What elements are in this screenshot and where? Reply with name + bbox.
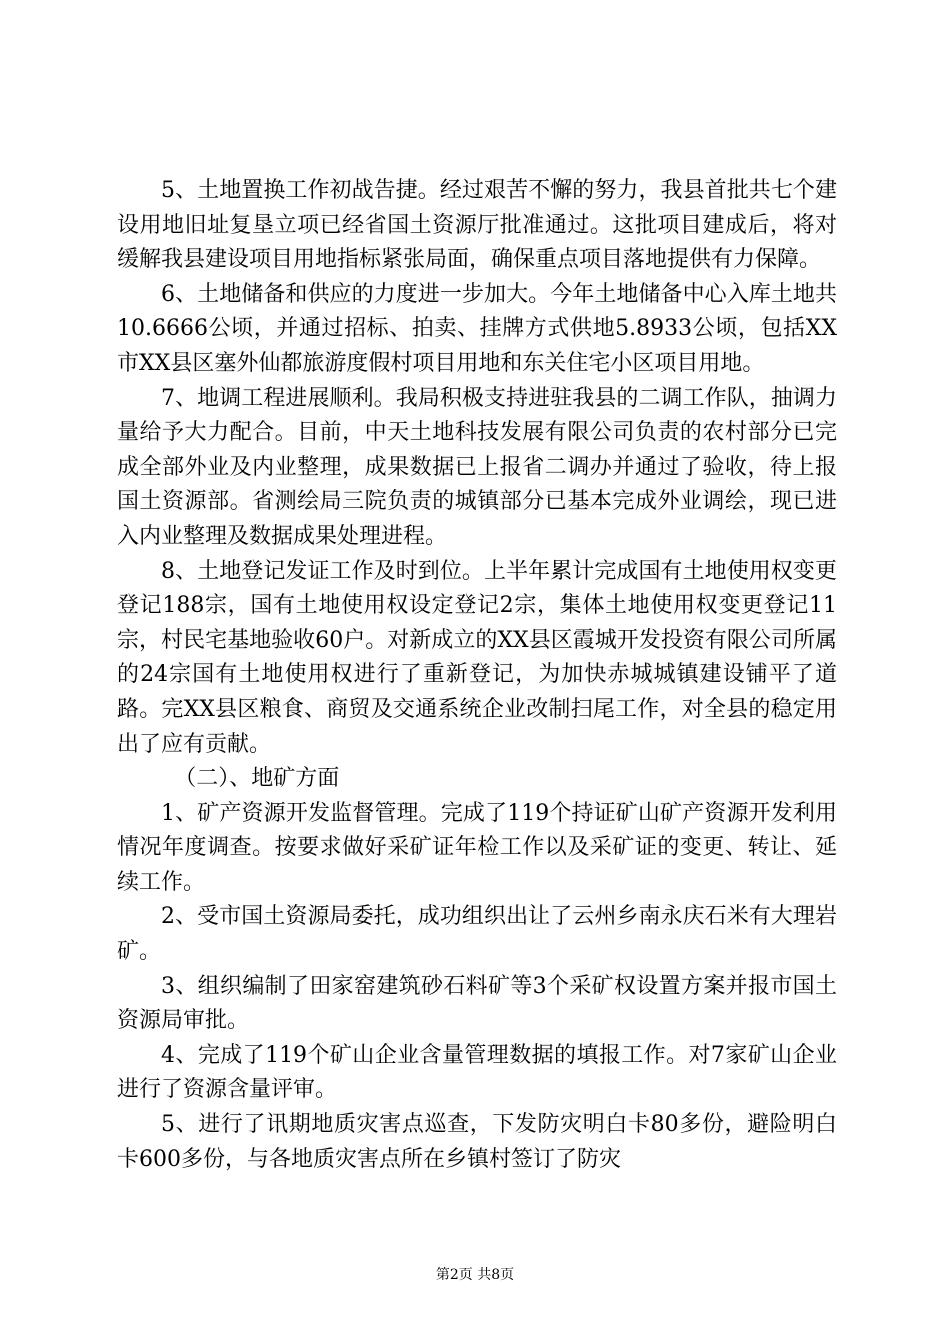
paragraph-land-replacement: 5、土地置换工作初战告捷。经过艰苦不懈的努力，我县首批共七个建设用地旧址复垦立项已经省国土资源厅批准通过。这批项目建成后，将对缓解我县建设项目用地指标紧张局面，确保重点项目落地提供有力保障。	[117, 178, 837, 273]
section-heading-mining: （二）、地矿方面	[174, 766, 340, 792]
document-body	[117, 174, 837, 1177]
paragraph-land-registration: 8、土地登记发证工作及时到位。上半年累计完成国有土地使用权变更登记188宗，国有土地使用权设定登记2宗，集体土地使用权变更登记11宗，村民宅基地验收60户。对新成立的XX县区霞城开发投资有限公司所属的24宗国有土地使用权进行了重新登记，为加快赤城城镇建设铺平了道路。完XX县区粮食、商贸及交通系统企业改制扫尾工作，对全县的稳定用出了应有贡献。	[117, 558, 837, 757]
paragraph-mineral-supervision: 1、矿产资源开发监督管理。完成了119个持证矿山矿产资源开发利用情况年度调查。按要求做好采矿证年检工作以及采矿证的变更、转让、延续工作。	[117, 800, 837, 895]
paragraph-mine-data: 4、完成了119个矿山企业含量管理数据的填报工作。对7家矿山企业进行了资源含量评审。	[117, 1042, 837, 1103]
paragraph-marble-mine: 2、受市国土资源局委托，成功组织出让了云州乡南永庆石米有大理岩矿。	[117, 904, 837, 965]
paragraph-geohazard-patrol: 5、进行了讯期地质灾害点巡查，下发防灾明白卡80多份，避险明白卡600多份，与各地质灾害点所在乡镇村签订了防灾	[117, 1112, 837, 1172]
paragraph-land-reserve: 6、土地储备和供应的力度进一步加大。今年土地储备中心入库土地共10.6666公顷，并通过招标、拍卖、挂牌方式供地5.8933公顷，包括XX市XX县区塞外仙都旅游度假村项目用地和东关住宅小区项目用地。	[117, 281, 837, 376]
paragraph-land-survey: 7、地调工程进展顺利。我局积极支持进驻我县的二调工作队，抽调力量给予大力配合。目前，中天土地科技发展有限公司负责的农村部分已完成全部外业及内业整理，成果数据已上报省二调办并通过了验收，待上报国土资源部。省测绘局三院负责的城镇部分已基本完成外业调绘，现已进入内业整理及数据成果处理进程。	[117, 385, 837, 549]
paragraph-mining-rights-plan: 3、组织编制了田家窑建筑砂石料矿等3个采矿权设置方案并报市国土资源局审批。	[117, 973, 837, 1034]
page-number-footer: 第2页 共8页	[435, 1267, 515, 1283]
